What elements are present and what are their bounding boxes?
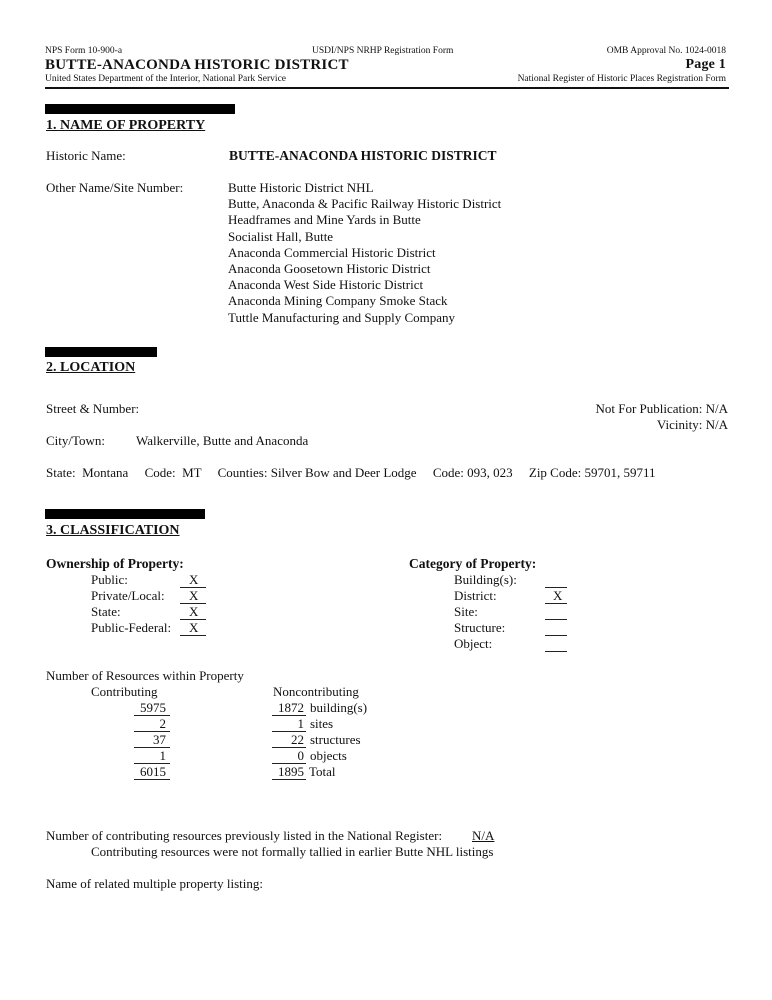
noncontributing-buildings: 1872 bbox=[278, 700, 304, 715]
list-item: Anaconda West Side Historic District bbox=[228, 277, 424, 293]
resources-title: Number of Resources within Property bbox=[46, 668, 244, 683]
checkbox-line bbox=[545, 651, 567, 652]
ownership-state-label: State: bbox=[91, 604, 121, 619]
category-site-label: Site: bbox=[454, 604, 478, 619]
omb-approval: OMB Approval No. 1024-0018 bbox=[606, 46, 726, 56]
resource-type: structures bbox=[310, 732, 361, 747]
contributing-buildings: 5975 bbox=[140, 700, 166, 715]
contributing-objects: 1 bbox=[159, 748, 166, 763]
ownership-private-label: Private/Local: bbox=[91, 588, 165, 603]
ownership-private-mark: X bbox=[189, 588, 199, 603]
category-object-label: Object: bbox=[454, 636, 493, 651]
form-number: NPS Form 10-900-a bbox=[45, 46, 123, 56]
resource-type: Total bbox=[309, 764, 336, 779]
list-item: Anaconda Commercial Historic District bbox=[228, 244, 436, 260]
list-item: Anaconda Goosetown Historic District bbox=[228, 261, 431, 277]
section-bar bbox=[45, 347, 157, 357]
multiple-listing-label: Name of related multiple property listing: bbox=[46, 876, 263, 891]
noncontributing-structures: 22 bbox=[291, 732, 304, 747]
category-district-mark: X bbox=[553, 588, 563, 603]
street-label: Street & Number: bbox=[46, 401, 140, 416]
resource-type: objects bbox=[310, 748, 347, 763]
list-item: Tuttle Manufacturing and Supply Company bbox=[228, 309, 456, 325]
state-line: State: Montana Code: MT Counties: Silver Bow and Deer Lodge Code: 093, 023 Zip Code: 59701, 59711 bbox=[46, 465, 656, 480]
list-item: Butte Historic District NHL bbox=[228, 180, 374, 195]
category-structure-label: Structure: bbox=[454, 620, 506, 635]
resource-type: building(s) bbox=[310, 700, 368, 715]
category-district-label: District: bbox=[454, 588, 497, 603]
value-line bbox=[134, 779, 170, 780]
checkbox-line bbox=[545, 603, 567, 604]
noncontributing-total: 1895 bbox=[278, 764, 304, 779]
contributing-header: Contributing bbox=[91, 684, 158, 699]
city-label: City/Town: bbox=[46, 433, 106, 448]
ownership-public-mark: X bbox=[189, 572, 199, 587]
section-3-title: 3. CLASSIFICATION bbox=[46, 523, 180, 538]
district-name: BUTTE-ANACONDA HISTORIC DISTRICT bbox=[45, 57, 349, 73]
previously-listed-label: Number of contributing resources previously listed in the National Register: bbox=[46, 828, 443, 843]
register-name: National Register of Historic Places Registration Form bbox=[517, 74, 726, 84]
resource-type: sites bbox=[310, 716, 334, 731]
list-item: Headframes and Mine Yards in Butte bbox=[228, 212, 421, 228]
section-1-title: 1. NAME OF PROPERTY bbox=[46, 118, 206, 133]
category-building-label: Building(s): bbox=[454, 572, 517, 587]
section-bar bbox=[45, 104, 235, 114]
other-names-list bbox=[228, 180, 501, 326]
ownership-federal-mark: X bbox=[189, 620, 199, 635]
department: United States Department of the Interior, National Park Service bbox=[45, 74, 287, 84]
other-name-label: Other Name/Site Number: bbox=[46, 180, 184, 195]
ownership-federal-label: Public-Federal: bbox=[91, 620, 172, 635]
noncontributing-sites: 1 bbox=[297, 716, 304, 731]
form-title: USDI/NPS NRHP Registration Form bbox=[312, 46, 454, 56]
checkbox-line bbox=[545, 635, 567, 636]
historic-name-value: BUTTE-ANACONDA HISTORIC DISTRICT bbox=[229, 148, 497, 163]
contributing-sites: 2 bbox=[159, 716, 166, 731]
contributing-structures: 37 bbox=[153, 732, 166, 747]
section-bar bbox=[45, 509, 205, 519]
not-for-publication: Not For Publication: N/A bbox=[595, 401, 728, 416]
ownership-public-label: Public: bbox=[91, 572, 128, 587]
section-2-title: 2. LOCATION bbox=[46, 360, 136, 375]
ownership-title: Ownership of Property: bbox=[46, 556, 184, 571]
previously-listed-value: N/A bbox=[472, 828, 495, 843]
page-number: Page 1 bbox=[685, 57, 726, 72]
list-item: Anaconda Mining Company Smoke Stack bbox=[228, 293, 448, 309]
city-value: Walkerville, Butte and Anaconda bbox=[136, 433, 309, 448]
list-item: Socialist Hall, Butte bbox=[228, 228, 334, 244]
ownership-state-mark: X bbox=[189, 604, 199, 619]
checkbox-line bbox=[180, 635, 206, 636]
header-rule bbox=[45, 87, 729, 89]
historic-name-label: Historic Name: bbox=[46, 148, 126, 163]
contributing-total: 6015 bbox=[140, 764, 166, 779]
checkbox-line bbox=[545, 619, 567, 620]
noncontributing-header: Noncontributing bbox=[273, 684, 359, 699]
list-item: Butte, Anaconda & Pacific Railway Historic District bbox=[228, 196, 502, 212]
previously-listed-note: Contributing resources were not formally tallied in earlier Butte NHL listings bbox=[91, 844, 494, 859]
category-title: Category of Property: bbox=[409, 556, 537, 571]
noncontributing-objects: 0 bbox=[297, 748, 304, 763]
vicinity: Vicinity: N/A bbox=[656, 417, 728, 432]
value-line bbox=[272, 779, 306, 780]
